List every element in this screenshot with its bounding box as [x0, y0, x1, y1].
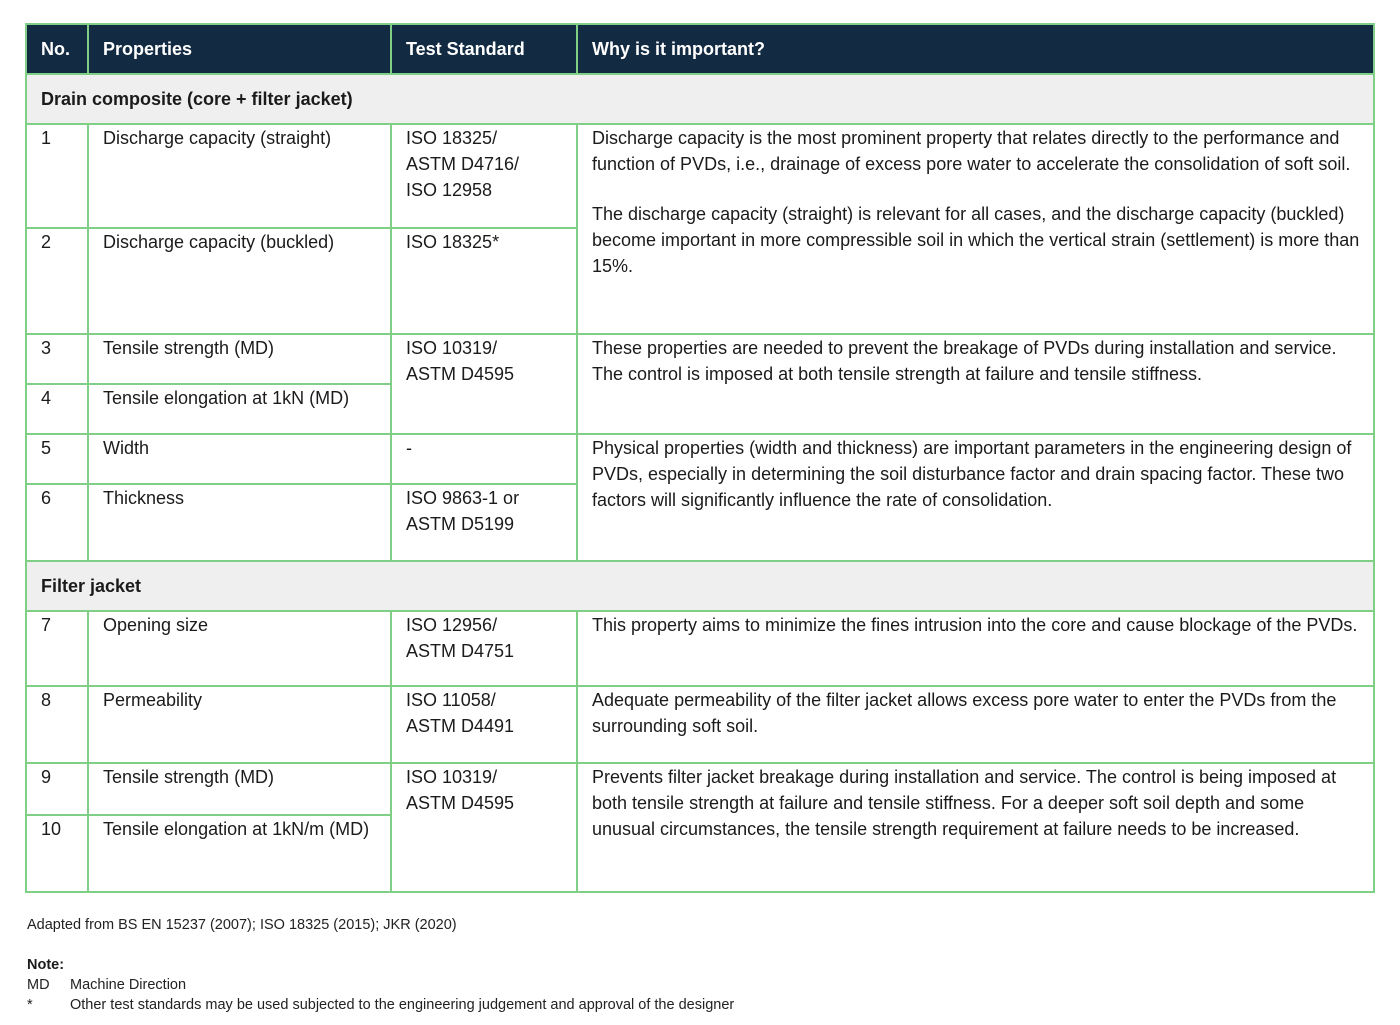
- row-why: These properties are needed to prevent the breakage of PVDs during installation and service. The control is imposed at both tensile strength at failure and tensile stiffness.: [577, 334, 1374, 434]
- row-property: Tensile elongation at 1kN/m (MD): [88, 815, 391, 892]
- row-standard: -: [391, 434, 577, 484]
- group-title: Filter jacket: [26, 561, 1374, 611]
- note-key: *: [27, 997, 33, 1013]
- note-key: MD: [27, 977, 50, 993]
- row-standard: ISO 11058/ ASTM D4491: [391, 686, 577, 763]
- table-row: [26, 611, 1374, 686]
- row-number: 2: [26, 228, 88, 334]
- row-property: Tensile strength (MD): [88, 763, 391, 815]
- row-property: Width: [88, 434, 391, 484]
- header-why: Why is it important?: [577, 24, 1374, 74]
- row-property: Tensile strength (MD): [88, 334, 391, 384]
- group-title: Drain composite (core + filter jacket): [26, 74, 1374, 124]
- row-why: Adequate permeability of the filter jacket allows excess pore water to enter the PVDs from the surrounding soft soil.: [577, 686, 1374, 763]
- header-no: No.: [26, 24, 88, 74]
- row-number: 8: [26, 686, 88, 763]
- source-citation: Adapted from BS EN 15237 (2007); ISO 18325 (2015); JKR (2020): [27, 917, 457, 933]
- note-row-asterisk: [27, 997, 734, 1013]
- why-paragraph: Discharge capacity is the most prominent property that relates directly to the performance and function of PVDs, i.e., drainage of excess pore water to accelerate the consolidation of soft soil.: [592, 128, 1351, 174]
- table-row: [26, 334, 1374, 384]
- row-property: Discharge capacity (straight): [88, 124, 391, 228]
- row-number: 9: [26, 763, 88, 815]
- row-number: 3: [26, 334, 88, 384]
- row-standard: ISO 10319/ ASTM D4595: [391, 334, 577, 434]
- row-number: 7: [26, 611, 88, 686]
- row-number: 4: [26, 384, 88, 434]
- note-row-md: [27, 977, 186, 993]
- row-why: [577, 124, 1374, 334]
- row-property: Opening size: [88, 611, 391, 686]
- row-property: Permeability: [88, 686, 391, 763]
- table-row: [26, 124, 1374, 228]
- row-standard: ISO 12956/ ASTM D4751: [391, 611, 577, 686]
- note-text: Other test standards may be used subjected to the engineering judgement and approval of the designer: [70, 997, 735, 1013]
- row-property: Thickness: [88, 484, 391, 561]
- row-why: Physical properties (width and thickness) are important parameters in the engineering design of PVDs, especially in determining the soil disturbance factor and drain spacing factor. These two factors will significantly influence the rate of consolidation.: [577, 434, 1374, 561]
- row-why: Prevents filter jacket breakage during installation and service. The control is being imposed at both tensile strength at failure and tensile stiffness. For a deeper soft soil depth and some unusual circumstances, the tensile strength requirement at failure needs to be increased.: [577, 763, 1374, 892]
- note-text: Machine Direction: [70, 977, 187, 993]
- header-properties: Properties: [88, 24, 391, 74]
- row-number: 5: [26, 434, 88, 484]
- group-row-filter-jacket: [26, 561, 1374, 611]
- table-row: [26, 686, 1374, 763]
- row-standard: ISO 18325/ ASTM D4716/ ISO 12958: [391, 124, 577, 228]
- note-title: Note:: [27, 957, 65, 973]
- header-test-standard: Test Standard: [391, 24, 577, 74]
- group-row-drain-composite: [26, 74, 1374, 124]
- pvd-properties-table: [25, 23, 1375, 893]
- row-number: 1: [26, 124, 88, 228]
- row-standard: ISO 10319/ ASTM D4595: [391, 763, 577, 892]
- why-paragraph: The discharge capacity (straight) is relevant for all cases, and the discharge capacity (buckled) become important in more compressible soil in which the vertical strain (settlement) is more than 15%.: [592, 204, 1360, 276]
- header-row: [26, 24, 1374, 74]
- row-number: 10: [26, 815, 88, 892]
- table-row: [26, 434, 1374, 484]
- row-property: Discharge capacity (buckled): [88, 228, 391, 334]
- row-why: This property aims to minimize the fines intrusion into the core and cause blockage of the PVDs.: [577, 611, 1374, 686]
- row-standard: ISO 9863-1 or ASTM D5199: [391, 484, 577, 561]
- row-number: 6: [26, 484, 88, 561]
- table-row: [26, 763, 1374, 815]
- row-property: Tensile elongation at 1kN (MD): [88, 384, 391, 434]
- row-standard: ISO 18325*: [391, 228, 577, 334]
